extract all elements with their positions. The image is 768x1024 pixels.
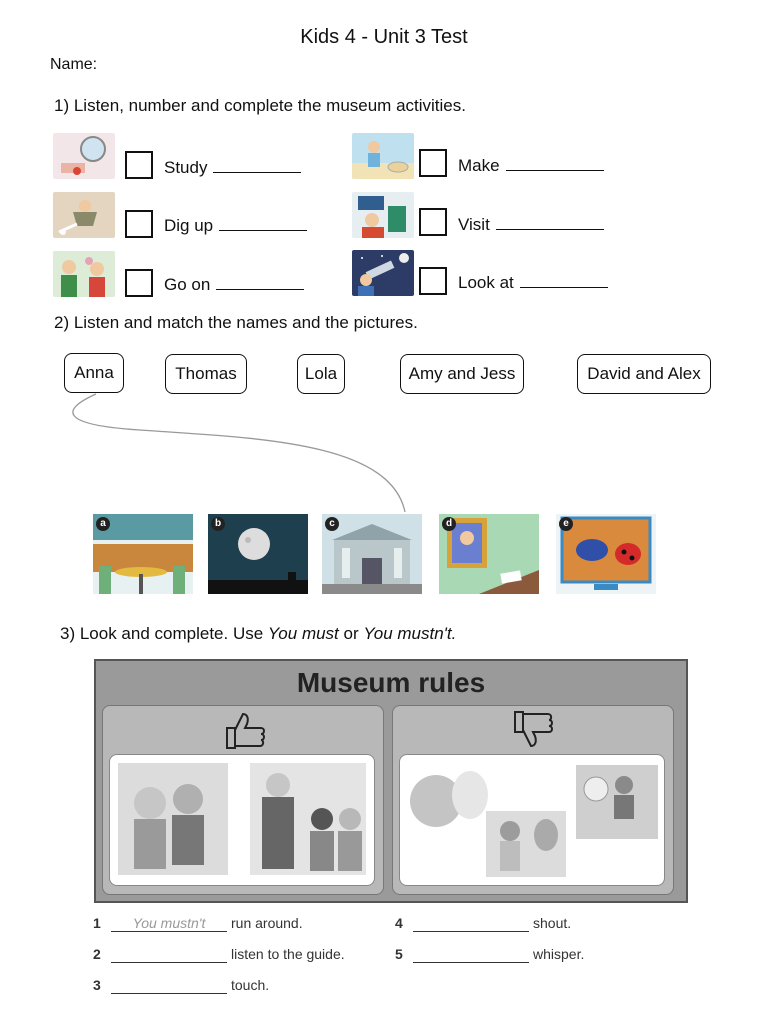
section1-heading: 1) Listen, number and complete the museum activities. [54, 96, 466, 115]
picture-c-badge: c [325, 517, 339, 531]
name-box-thomas[interactable]: Thomas [165, 354, 247, 394]
activity-go-on: Go on [164, 273, 304, 295]
thumbs-down-icon [511, 710, 555, 750]
picture-b-moon [208, 514, 308, 594]
must-illustration [109, 754, 375, 886]
picture-e-bugs [556, 514, 656, 594]
rule-5-answer[interactable] [413, 946, 529, 963]
name-box-david-and-alex[interactable]: David and Alex [577, 354, 711, 394]
picture-a-cafe [93, 514, 193, 594]
section3-heading: 3) Look and complete. Use You must or You mustn't. [60, 624, 457, 643]
rule-5: 5 whisper. [395, 946, 585, 962]
name-label: Name: [50, 56, 98, 73]
name-box-lola[interactable]: Lola [297, 354, 345, 394]
activity-dig-up: Dig up [164, 214, 307, 236]
activity-visit: Visit [458, 213, 604, 235]
museum-rules-title: Museum rules [296, 667, 486, 698]
page-title: Kids 4 - Unit 3 Test [300, 26, 468, 48]
thumbs-up-icon [223, 710, 267, 750]
rule-4: 4 shout. [395, 915, 572, 931]
rule-3-answer[interactable] [111, 977, 227, 994]
name-box-anna[interactable]: Anna [64, 353, 124, 393]
must-panel [102, 705, 384, 895]
activity-make: Make [458, 154, 604, 176]
picture-d-portrait [439, 514, 539, 594]
rule-2-answer[interactable] [111, 946, 227, 963]
rule-2: 2 listen to the guide. [93, 946, 345, 962]
museum-rules-panel [94, 659, 688, 903]
mustnt-panel [392, 705, 674, 895]
picture-c-museum [322, 514, 422, 594]
rule-4-answer[interactable] [413, 915, 529, 932]
rule-3: 3 touch. [93, 977, 270, 993]
activity-look-at: Look at [458, 271, 608, 293]
section2-heading: 2) Listen and match the names and the pictures. [54, 313, 418, 332]
picture-e-badge: e [559, 517, 573, 531]
picture-b-badge: b [211, 517, 225, 531]
mustnt-illustration [399, 754, 665, 886]
picture-a-badge: a [96, 517, 110, 531]
name-box-amy-and-jess[interactable]: Amy and Jess [400, 354, 524, 394]
activity-study: Study [164, 156, 301, 178]
picture-d-badge: d [442, 517, 456, 531]
rule-1-answer[interactable]: You mustn't [111, 915, 227, 932]
rule-1: 1 You mustn't run around. [93, 915, 303, 931]
